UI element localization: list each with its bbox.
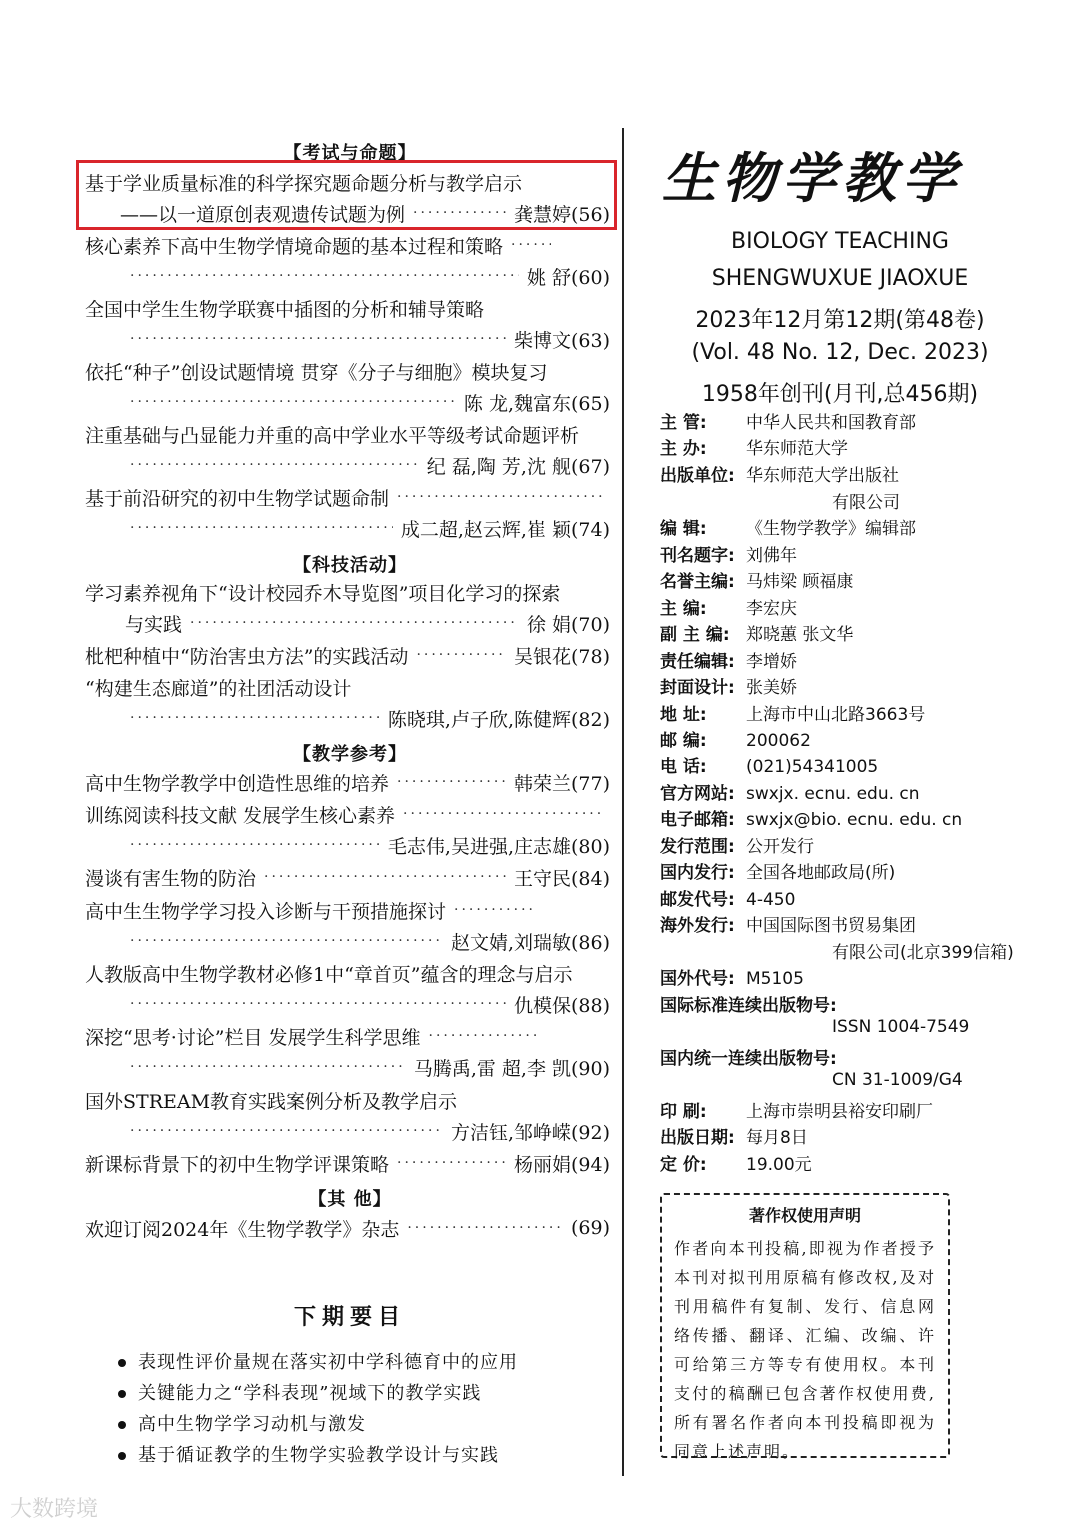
info-row (660, 594, 797, 619)
toc-title: “构建生态廊道”的社团活动设计 (85, 677, 352, 700)
info-key: 电 话: (660, 757, 707, 777)
info-row (660, 938, 1014, 963)
toc-title: 训练阅读科技文献 发展学生核心素养 (85, 804, 396, 827)
info-value: 李增娇 (746, 652, 797, 672)
info-key: 主 办: (660, 439, 707, 459)
toc-title: 注重基础与凸显能力并重的高中学业水平等级考试命题评析 (85, 424, 580, 447)
info-value: 马炜梁 顾福康 (746, 572, 854, 592)
info-value: 有限公司(北京399信箱) (832, 943, 1014, 963)
toc-line[interactable] (85, 673, 610, 701)
toc-line[interactable]: 与实践 ····· 徐 娟(70) (85, 609, 610, 637)
toc-line[interactable] (85, 357, 610, 385)
toc-title: 高中生生物学学习投入诊断与干预措施探讨 (85, 900, 447, 923)
info-row (660, 1044, 837, 1069)
info-key: 编 辑: (660, 519, 707, 539)
info-value: (021)54341005 (746, 757, 879, 777)
toc-title: 核心素养下高中生物学情境命题的基本过程和策略 (85, 235, 504, 258)
toc-line[interactable] (85, 641, 610, 669)
toc-author: 成二超,赵云辉,崔 颖(74) (400, 518, 610, 541)
info-value: M5105 (746, 969, 804, 989)
toc-line[interactable] (85, 578, 610, 606)
info-row (660, 779, 920, 804)
section-other: 【其 他】 (308, 1189, 392, 1210)
info-key: 发行范围: (660, 837, 735, 857)
toc-line[interactable] (85, 294, 610, 322)
bullet-icon (118, 1452, 126, 1460)
toc-line[interactable] (85, 990, 610, 1018)
info-row (660, 858, 895, 883)
info-value: 上海市中山北路3663号 (746, 705, 926, 725)
toc-title: 人教版高中生物学教材必修1中“章首页”蕴含的理念与启示 (85, 963, 573, 986)
toc-title: 国外STREAM教育实践案例分析及教学启示 (85, 1090, 458, 1113)
info-value: CN 31-1009/G4 (832, 1070, 963, 1090)
column-divider (622, 128, 624, 1476)
info-row (660, 726, 811, 751)
toc-author: 龚慧婷(56) (513, 203, 610, 226)
info-value: 中华人民共和国教育部 (746, 413, 916, 433)
info-key: 主 编: (660, 599, 707, 619)
info-value: 华东师范大学出版社 (746, 466, 899, 486)
bullet-icon (118, 1390, 126, 1398)
toc-line[interactable] (85, 1117, 610, 1145)
info-row (660, 541, 797, 566)
toc-line[interactable] (85, 831, 610, 859)
toc-title: 枇杷种植中“防治害虫方法”的实践活动 (85, 645, 409, 668)
toc-title: 基于前沿研究的初中生物学试题命制 (85, 487, 390, 510)
toc-author: 徐 娟(70) (526, 613, 610, 636)
copyright-title: 著作权使用声明 (748, 1206, 861, 1225)
info-key: 名誉主编: (660, 572, 735, 592)
bullet-icon (118, 1359, 126, 1367)
info-key: 出版单位: (660, 466, 735, 486)
toc-author: (69) (570, 1217, 610, 1239)
info-key: 主 管: (660, 413, 707, 433)
info-row (660, 1017, 969, 1037)
info-key: 国外代号: (660, 969, 735, 989)
toc-line[interactable] (85, 168, 610, 196)
info-value: 刘佛年 (746, 546, 797, 566)
toc-title: 学习素养视角下“设计校园乔木导览图”项目化学习的探索 (85, 582, 561, 605)
toc-title: 深挖“思考·讨论”栏目 发展学生科学思维 (85, 1026, 421, 1049)
toc-title: 高中生物学教学中创造性思维的培养 (85, 772, 390, 795)
info-key: 国际标准连续出版物号: (660, 996, 837, 1016)
info-key: 邮 编: (660, 731, 707, 751)
toc-author: 赵文婧,刘瑞敏(86) (450, 931, 610, 954)
next-issue-item: 表现性评价量规在落实初中学科德育中的应用 (118, 1348, 518, 1374)
next-issue-item: 基于循证教学的生物学实验教学设计与实践 (118, 1441, 499, 1467)
toc-author: 陈晓琪,卢子欣,陈健辉(82) (387, 708, 610, 731)
info-key: 邮发代号: (660, 890, 735, 910)
info-row (660, 408, 916, 433)
toc-line[interactable] (85, 896, 610, 924)
info-key: 封面设计: (660, 678, 735, 698)
toc-author: 吴银花(78) (513, 645, 610, 668)
toc-line[interactable] (85, 325, 610, 353)
info-row (660, 673, 797, 698)
toc-title: 漫谈有害生物的防治 (85, 867, 257, 890)
toc-line[interactable] (85, 1053, 610, 1081)
toc-line[interactable] (85, 199, 610, 227)
next-issue-item: 关键能力之“学科表现”视域下的教学实践 (118, 1379, 481, 1405)
toc-author: 杨丽娟(94) (513, 1153, 610, 1176)
info-value: 郑晓蕙 张文华 (746, 625, 854, 645)
toc-title: 新课标背景下的初中生物学评课策略 (85, 1153, 390, 1176)
section-exam: 【考试与命题】 (283, 143, 417, 164)
toc-line[interactable] (85, 231, 610, 259)
info-row (660, 1070, 963, 1090)
toc-line[interactable] (85, 420, 610, 448)
info-value: 全国各地邮政局(所) (746, 863, 896, 883)
toc-author: 王守民(84) (513, 867, 610, 890)
info-value: 华东师范大学 (746, 439, 848, 459)
info-key: 地 址: (660, 705, 707, 725)
toc-line[interactable] (85, 768, 610, 796)
toc-author: 陈 龙,魏富东(65) (463, 392, 610, 415)
info-value: 李宏庆 (746, 599, 797, 619)
info-value: 每月8日 (746, 1128, 808, 1148)
next-issue-item: 高中生物学学习动机与激发 (118, 1410, 366, 1436)
journal-pinyin-name: SHENGWUXUE JIAOXUE (711, 266, 969, 291)
info-row (660, 805, 962, 830)
info-value: 4-450 (746, 890, 796, 910)
info-value: swxjx@bio. ecnu. edu. cn (746, 810, 963, 830)
toc-author: 方洁钰,邹峥嵘(92) (450, 1121, 610, 1144)
info-value: 19.00元 (746, 1155, 812, 1175)
info-key: 海外发行: (660, 916, 735, 936)
toc-title: 基于学业质量标准的科学探究题命题分析与教学启示 (85, 172, 523, 195)
info-row (660, 647, 797, 672)
toc-line[interactable] (85, 514, 610, 542)
info-value: 中国国际图书贸易集团 (746, 916, 916, 936)
journal-english-name: BIOLOGY TEACHING (731, 229, 949, 254)
journal-logo: 生物学教学 (662, 146, 962, 210)
info-row (660, 620, 853, 645)
info-value: 《生物学教学》编辑部 (746, 519, 916, 539)
info-row (660, 1150, 812, 1175)
toc-title: 全国中学生生物学联赛中插图的分析和辅导策略 (85, 298, 485, 321)
issue-line-en: (Vol. 48 No. 12, Dec. 2023) (691, 340, 989, 365)
info-row (660, 434, 848, 459)
info-key: 官方网站: (660, 784, 735, 804)
toc-author: 毛志伟,吴进强,庄志雄(80) (387, 835, 610, 858)
info-key: 责任编辑: (660, 652, 735, 672)
info-row (660, 567, 853, 592)
info-value: 公开发行 (746, 837, 814, 857)
info-value: 200062 (746, 731, 811, 751)
info-value: 上海市崇明县裕安印刷厂 (746, 1102, 933, 1122)
copyright-body: 作者向本刊投稿,即视为作者授予本刊对拟刊用原稿有修改权,及对刊用稿件有复制、发行、信息网络传播、翻译、汇编、改编、许可给第三方等专有使用权。本刊支付的稿酬已包含著作权使用费,所有署名作者向本刊投稿即视为同意上述声明。 (674, 1239, 936, 1461)
info-value: swxjx. ecnu. edu. cn (746, 784, 920, 804)
info-row (660, 832, 814, 857)
toc-line[interactable] (85, 451, 610, 479)
toc-line[interactable] (85, 388, 610, 416)
toc-line[interactable] (85, 959, 610, 987)
bullet-icon (118, 1421, 126, 1429)
info-row (660, 1123, 808, 1148)
section-teaching: 【教学参考】 (293, 744, 407, 765)
founded-line: 1958年创刊(月刊,总456期) (701, 382, 979, 407)
info-row (660, 911, 916, 936)
toc-author: 柴博文(63) (513, 329, 610, 352)
toc-author: 韩荣兰(77) (513, 772, 610, 795)
toc-line[interactable] (85, 927, 610, 955)
info-row (660, 1097, 933, 1122)
toc-author: 马腾禹,雷 超,李 凯(90) (413, 1057, 610, 1080)
toc-title: 欢迎订阅2024年《生物学教学》杂志 (85, 1218, 400, 1241)
info-value: 有限公司 (832, 493, 900, 513)
section-tech: 【科技活动】 (293, 555, 407, 576)
copyright-notice (660, 1193, 950, 1461)
issue-line: 2023年12月第12期(第48卷) (695, 308, 985, 333)
info-key: 国内统一连续出版物号: (660, 1049, 837, 1069)
info-row (660, 488, 900, 513)
toc-author: 姚 舒(60) (526, 266, 610, 289)
toc-line[interactable] (85, 1149, 610, 1177)
info-key: 副 主 编: (660, 625, 730, 645)
info-key: 电子邮箱: (660, 810, 735, 830)
toc-title: 依托“种子”创设试题情境 贯穿《分子与细胞》模块复习 (85, 361, 548, 384)
info-value: 张美娇 (746, 678, 797, 698)
info-row (660, 514, 916, 539)
toc-title: ——以一道原创表观遗传试题为例 (120, 203, 406, 226)
toc-line[interactable] (85, 863, 610, 891)
toc-line[interactable] (85, 800, 610, 828)
toc-line[interactable] (85, 1214, 610, 1242)
toc-line[interactable] (85, 1086, 610, 1114)
toc-line[interactable] (85, 262, 610, 290)
info-key: 印 刷: (660, 1102, 707, 1122)
info-key: 国内发行: (660, 863, 735, 883)
toc-author: 纪 磊,陶 芳,沈 舰(67) (426, 455, 610, 478)
info-value: ISSN 1004-7549 (832, 1017, 970, 1037)
info-key: 定 价: (660, 1155, 707, 1175)
toc-line[interactable] (85, 1022, 610, 1050)
info-row (660, 885, 795, 910)
info-key: 刊名题字: (660, 546, 735, 566)
toc-line[interactable] (85, 704, 610, 732)
watermark: 大数跨境 (10, 1497, 99, 1522)
next-issue-title: 下期要目 (293, 1305, 406, 1330)
info-row (660, 752, 878, 777)
toc-author: 仇模保(88) (513, 994, 610, 1017)
info-row (660, 461, 899, 486)
info-row (660, 964, 804, 989)
info-row (660, 991, 837, 1016)
info-row (660, 700, 925, 725)
toc-line[interactable] (85, 483, 610, 511)
info-key: 出版日期: (660, 1128, 735, 1148)
